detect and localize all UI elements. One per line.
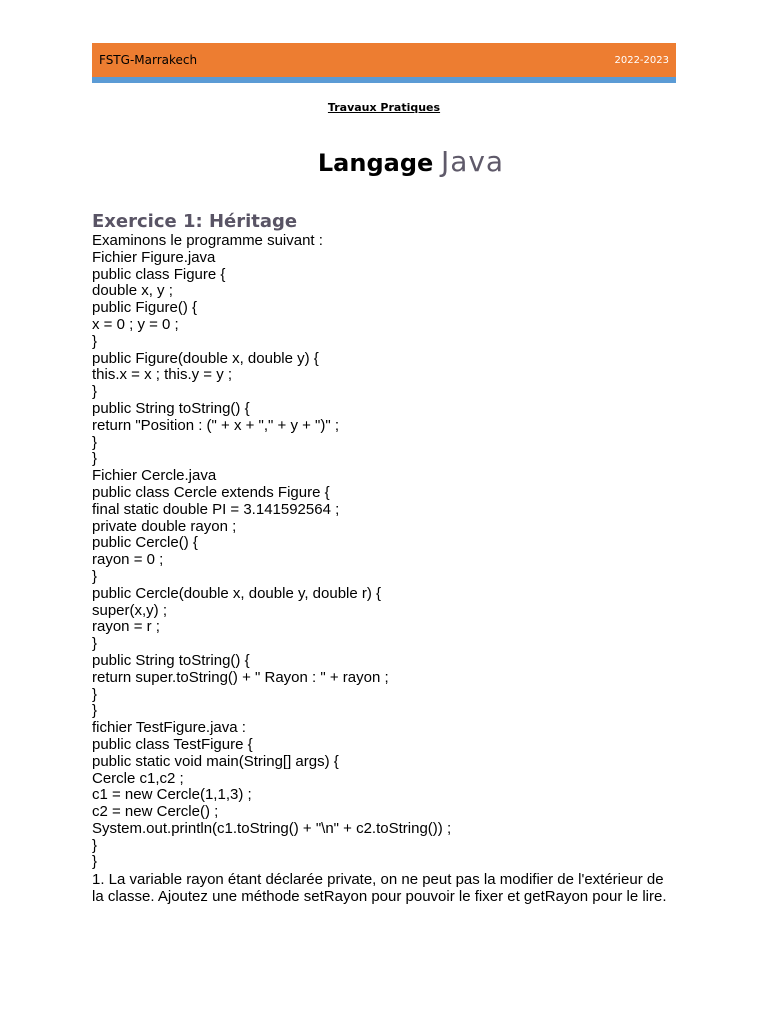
text-line: final static double PI = 3.141592564 ; <box>92 500 340 518</box>
text-line: public String toString() { <box>92 651 250 669</box>
text-line: } <box>92 567 98 585</box>
text-line: Fichier Figure.java <box>92 248 216 266</box>
text-line: private double rayon ; <box>92 517 237 535</box>
text-line: this.x = x ; this.y = y ; <box>92 366 233 384</box>
text-line: } <box>92 836 98 854</box>
text-line: public Figure() { <box>92 299 198 317</box>
text-line: public static void main(String[] args) { <box>92 752 339 770</box>
text-line: System.out.println(c1.toString() + "\n" + c2.toString()) ; <box>92 819 452 837</box>
text-line: return "Position : (" + x + "," + y + ")" ; <box>92 416 340 434</box>
text-line: } <box>92 685 98 703</box>
text-line: public class TestFigure { <box>92 735 253 753</box>
text-line: rayon = r ; <box>92 618 160 636</box>
text-line: } <box>92 853 98 871</box>
text-line: public Figure(double x, double y) { <box>92 349 319 367</box>
title-part-java: Java <box>440 145 505 178</box>
text-line: double x, y ; <box>92 282 173 300</box>
text-line: } <box>92 635 98 653</box>
text-line: c1 = new Cercle(1,1,3) ; <box>92 786 252 804</box>
text-line: Cercle c1,c2 ; <box>92 769 184 787</box>
text-line: public String toString() { <box>92 399 250 417</box>
text-line: Examinons le programme suivant : <box>92 232 323 249</box>
text-line: } <box>92 383 98 401</box>
document-title <box>0 145 768 180</box>
text-line: public Cercle(double x, double y, double r) { <box>92 584 382 602</box>
header-year: 2022-2023 <box>614 54 669 66</box>
document-subtitle: Travaux Pratiques <box>327 101 441 114</box>
page-header <box>92 43 676 77</box>
text-line: public class Cercle extends Figure { <box>92 483 330 501</box>
text-line: fichier TestFigure.java : <box>92 719 246 737</box>
text-line: c2 = new Cercle() ; <box>92 803 219 821</box>
text-line: } <box>92 433 98 451</box>
text-line: rayon = 0 ; <box>92 551 164 569</box>
title-part-langage: Langage <box>317 149 434 177</box>
text-line: Fichier Cercle.java <box>92 467 217 485</box>
exercise-heading: Exercice 1: Héritage <box>92 211 298 232</box>
text-line: public class Figure { <box>92 265 226 283</box>
text-line: return super.toString() + " Rayon : " + rayon ; <box>92 668 389 686</box>
text-line: public Cercle() { <box>92 534 198 552</box>
exercise-body <box>92 233 676 905</box>
question-1: 1. La variable rayon étant déclarée private, on ne peut pas la modifier de l'extérieur de la classe. Ajoutez une méthode setRayon pour pouvoir le fixer et getRayon pour le lire. <box>92 871 667 905</box>
text-line: } <box>92 332 98 350</box>
code-listing <box>92 233 676 871</box>
text-line: super(x,y) ; <box>92 601 168 619</box>
header-rule <box>92 77 676 83</box>
text-line: } <box>92 450 98 468</box>
text-line: x = 0 ; y = 0 ; <box>92 315 179 333</box>
text-line: } <box>92 702 98 720</box>
header-school: FSTG-Marrakech <box>99 53 198 67</box>
